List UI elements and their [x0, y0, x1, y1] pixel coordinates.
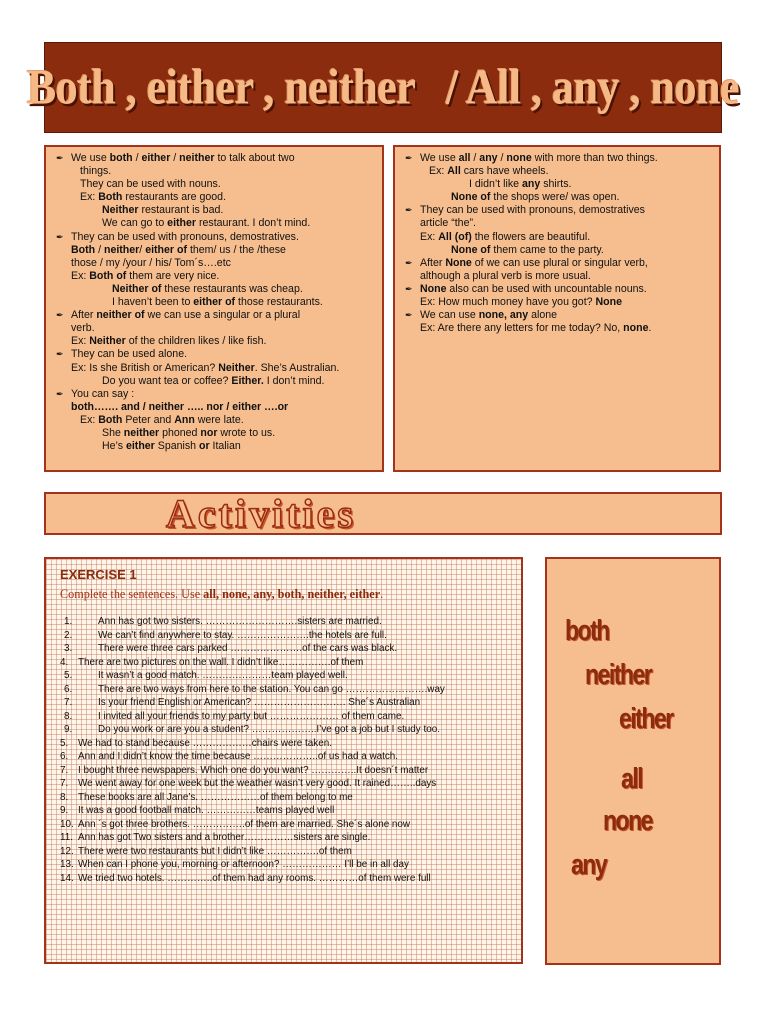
pen-bullet-icon: ✒	[56, 349, 64, 360]
word-bank-word: both	[565, 613, 609, 647]
rule-line: Both / neither/ either of them/ us / the /these	[71, 243, 286, 256]
exercise-item	[56, 683, 511, 697]
rule-line: ✒ They can be used with pronouns, demostratives.	[56, 230, 299, 243]
exercise-item-text: We had to stand because ………………chairs were taken.	[78, 737, 332, 749]
rule-line: although a plural verb is more usual.	[420, 269, 591, 282]
exercise-item-text: Ann has got two sisters. ……………………….sisters are married.	[98, 616, 382, 627]
rule-line: Neither restaurant is bad.	[102, 204, 224, 217]
exercise-item-number: 13.	[60, 859, 74, 870]
exercise-item-number: 8.	[60, 791, 69, 803]
rule-line: ✒ We use all / any / none with more than two things.	[405, 152, 658, 164]
exercise-item-number: 11.	[60, 832, 73, 843]
exercise-item-text: We went away for one week but the weather wasn’t very good. It rained……..days	[78, 778, 437, 789]
exercise-item	[56, 710, 511, 724]
pen-bullet-icon: ✒	[405, 310, 413, 321]
rule-line: ✒ They can be used with pronouns, demostratives	[405, 204, 645, 217]
exercise-item	[56, 723, 511, 737]
exercise-item-text: There were three cars parked ………………….of the cars was black.	[98, 643, 398, 654]
rule-line: Ex: Both restaurants are good.	[80, 191, 227, 204]
exercise-heading: EXERCISE 1	[60, 567, 137, 582]
rule-line: She neither phoned nor wrote to us.	[102, 426, 276, 439]
exercise-item	[56, 858, 511, 872]
exercise-item-text: Do you work or are you a student? ………………..I’ve got a job but I study too.	[98, 724, 440, 735]
exercise-item-text: There were two restaurants but I didn’t like …………….of them	[78, 845, 352, 857]
word-bank-word: either	[619, 701, 673, 735]
exercise-item-text: These books are all Jane’s. ………………of them belong to me	[78, 791, 353, 803]
pen-bullet-icon: ✒	[405, 205, 413, 216]
pen-bullet-icon: ✒	[405, 283, 413, 294]
word-bank-word: neither	[585, 657, 652, 691]
pen-bullet-icon: ✒	[56, 388, 64, 399]
rule-line: Ex: All (of) the flowers are beautiful.	[420, 230, 591, 243]
exercise-item-number: 9.	[64, 724, 73, 735]
exercise-item-number: 3.	[64, 643, 73, 654]
rule-line: ✒ We can use none, any alone	[405, 309, 558, 322]
exercise-list	[56, 615, 511, 885]
exercise-item-text: Ann and I didn’t know the time because ………………..of us had a watch.	[78, 751, 399, 762]
rule-line: None of them came to the party.	[451, 243, 604, 256]
exercise-item-number: 7.	[60, 764, 69, 776]
exercise-item	[56, 764, 511, 778]
exercise-item	[56, 696, 511, 710]
exercise-item	[56, 642, 511, 656]
pen-bullet-icon: ✒	[405, 153, 413, 163]
rule-line: article “the”.	[420, 217, 476, 230]
rule-line: both……. and / neither ….. nor / either ….or	[71, 400, 289, 413]
activities-banner	[44, 492, 722, 535]
rule-line: ✒ None also can be used with uncountable nouns.	[405, 282, 647, 295]
exercise-item-number: 6.	[60, 751, 69, 762]
rule-line: Ex: Is she British or American? Neither. She’s Australian.	[71, 361, 340, 374]
exercise-item-text: There are two pictures on the wall. I didn’t like…………….of them	[78, 656, 364, 668]
exercise-item-text: It was a good football match. ……………teams played well	[78, 805, 335, 816]
exercise-item	[56, 750, 511, 764]
rule-line: None of the shops were/ was open.	[451, 191, 620, 204]
exercise-item	[56, 791, 511, 805]
exercise-item-number: 8.	[64, 710, 73, 722]
pen-bullet-icon: ✒	[56, 310, 64, 321]
exercise-item-text: I invited all your friends to my party but ………………… of them came.	[98, 710, 405, 722]
pen-bullet-icon: ✒	[405, 257, 413, 268]
rule-line: He’s either Spanish or Italian	[102, 440, 241, 453]
exercise-item-number: 2.	[64, 629, 73, 641]
exercise-item	[56, 777, 511, 791]
rule-line: I didn’t like any shirts.	[469, 178, 572, 191]
exercise-item	[56, 831, 511, 845]
exercise-item-text: When can I phone you, morning or afternoon? ……………… I’ll be in all day	[78, 859, 409, 870]
exercise-item-text: We can’t find anywhere to stay. ………………….the hotels are full.	[98, 629, 387, 641]
pen-bullet-icon: ✒	[56, 231, 64, 242]
exercise-1-panel	[44, 557, 523, 964]
rules-all-any-none	[393, 145, 721, 472]
rule-line: ✒ You can say :	[56, 387, 135, 400]
title-banner	[26, 42, 740, 133]
rule-line: Ex: Are there any letters for me today? No, none.	[420, 322, 652, 335]
word-bank-word: any	[571, 847, 607, 881]
rules-both-either-neither	[44, 145, 384, 472]
exercise-item-number: 5.	[64, 670, 73, 681]
exercise-item-number: 4.	[60, 656, 69, 668]
exercise-item	[56, 656, 511, 670]
rule-line: I haven’t been to either of those restaurants.	[112, 296, 323, 309]
rule-line: those / my /your / his/ Tom´s….etc	[71, 256, 231, 269]
rule-line: Do you want tea or coffee? Either. I don’t mind.	[102, 374, 325, 387]
exercise-item-number: 14.	[60, 872, 74, 884]
exercise-item-text: There are two ways from here to the station. You can go …………………….way	[98, 683, 445, 695]
word-bank-word: all	[621, 761, 643, 795]
exercise-item	[56, 872, 511, 886]
exercise-item-number: 7.	[60, 778, 69, 789]
exercise-item	[56, 669, 511, 683]
exercise-instruction: Complete the sentences. Use all, none, any, both, neither, either.	[60, 587, 384, 601]
word-bank-word: none	[603, 803, 652, 837]
rule-line: ✒ We use both / either / neither to talk about two	[56, 152, 295, 164]
rule-line: They can be used with nouns.	[80, 178, 221, 191]
rule-line: Ex: All cars have wheels.	[429, 165, 549, 178]
page-title: Both , either , neither / All , any , none	[26, 60, 740, 115]
pen-bullet-icon: ✒	[56, 153, 64, 163]
rule-line: We can go to either restaurant. I don’t mind.	[102, 217, 311, 230]
exercise-item	[56, 615, 511, 629]
exercise-item	[56, 804, 511, 818]
exercise-item-number: 10.	[60, 818, 74, 830]
exercise-item	[56, 818, 511, 832]
exercise-item-text: Ann has got Two sisters and a brother……………sisters are single.	[78, 832, 371, 843]
exercise-item-text: We tried two hotels. …………..of them had any rooms. …………of them were full	[78, 872, 431, 884]
exercise-item	[56, 629, 511, 643]
exercise-item-text: I bought three newspapers. Which one do you want? …………..It doesn´t matter	[78, 764, 429, 776]
exercise-item-text: Is your friend English or American? ………………………. She´s Australian	[98, 697, 421, 708]
exercise-item-number: 5.	[60, 737, 69, 749]
rule-line: Neither of these restaurants was cheap.	[112, 282, 303, 295]
exercise-item-number: 6.	[64, 683, 73, 695]
word-bank-panel	[545, 557, 721, 965]
rule-line: Ex: Neither of the children likes / like fish.	[71, 335, 267, 348]
exercise-item	[56, 845, 511, 859]
exercise-item-text: It wasn’t a good match. …………………team played well.	[98, 670, 348, 681]
exercise-item-number: 12.	[60, 845, 74, 857]
exercise-item	[56, 737, 511, 751]
rule-line: verb.	[71, 322, 95, 335]
rule-line: ✒ After None of we can use plural or singular verb,	[405, 256, 648, 269]
rule-line: things.	[80, 165, 112, 178]
rule-line: ✒ They can be used alone.	[56, 348, 188, 361]
rule-line: Ex: Both of them are very nice.	[71, 269, 220, 282]
exercise-item-text: Ann ´s got three brothers. …………….of them are married. She´s alone now	[78, 818, 411, 830]
rule-line: Ex: Both Peter and Ann were late.	[80, 413, 244, 426]
rule-line: Ex: How much money have you got? None	[420, 296, 622, 309]
rule-line: ✒ After neither of we can use a singular or a plural	[56, 309, 301, 322]
exercise-item-number: 9.	[60, 805, 69, 816]
activities-title: Activities	[166, 491, 356, 536]
exercise-item-number: 7.	[64, 697, 73, 708]
exercise-item-number: 1.	[64, 616, 73, 627]
